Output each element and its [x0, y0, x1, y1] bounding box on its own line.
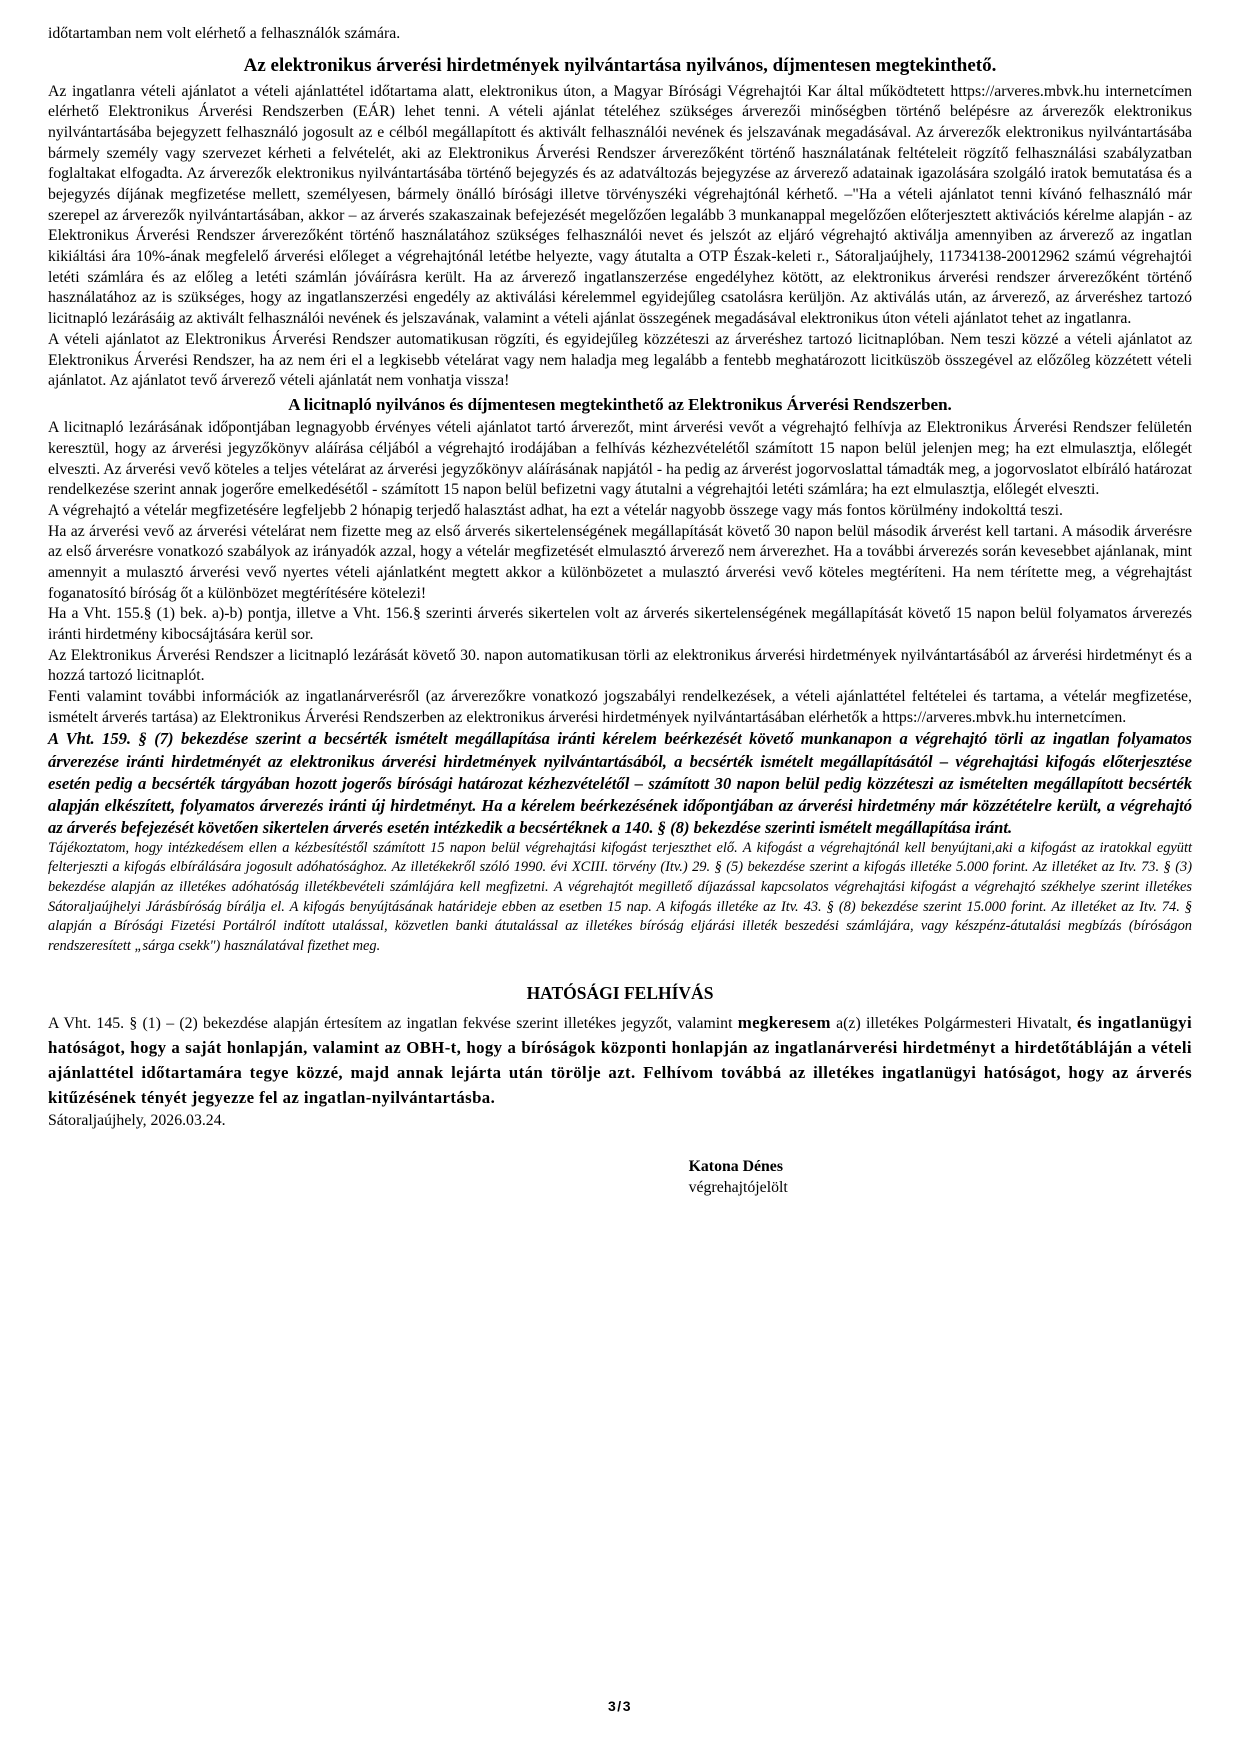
signature-block: [689, 1157, 989, 1198]
authority-call-heading: HATÓSÁGI FELHÍVÁS: [526, 983, 714, 1004]
paragraph-bidding-rules: Az ingatlanra vételi ajánlatot a vételi ajánlattétel időtartama alatt, elektronikus úton, a Magyar Bírósági Végrehajtói Kar által működtetett https://arveres.mbvk.hu internetcímen elérhető Elektronikus Árverési Rendszerben (EÁR) lehet tenni. A vételi ajánlat tételéhez szükséges árverezői minőségben történő belépésre az árverezők elektronikus nyilvántartásába bejegyzett felhasználó jogosult az e célból megállapított és aktivált felhasználói nevének és jelszavának megadásával. Az árverezők elektronikus nyilvántartásába bármely személy vagy szervezet kérheti a felvételét, aki az Elektronikus Árverési Rendszer árverezőként történő használatának feltételeit rögzítő felhasználási szabályzatban foglaltakat elfogadta. Az árverezők elektronikus nyilvántartásába történő bejegyzés és az adatváltozás bejegyzése az árverező adatainak igazolására szolgáló iratok bemutatása és a bejegyzés díjának megfizetése mellett, személyesen, bármely önálló bírósági illetve törvényszéki végrehajtónál kérhető. –"Ha a vételi ajánlatot tenni kívánó felhasználó már szerepel az árverezők nyilvántartásában, akkor – az árverés szakaszainak befejezését megelőzően legalább 3 munkanappal megelőzően előterjesztett aktivációs kérelme alapján - az Elektronikus Árverési Rendszer árverezőként történő használatához szükséges felhasználói nevet és jelszót az eljáró végrehajtó aktiválja amennyiben az árverező az ingatlan kikiáltási ára 10%-ának megfelelő árverési előleget a végrehajtónál letétbe helyezte, vagy átutalta a OTP Észak-keleti r., Sátoraljaújhely, 11734138-20012962 számú végrehajtói letéti számlára és az előleg a letéti számlán jóváírásra került. Ha az árverező ingatlanszerzése engedélyhez kötött, az elektronikus árverési rendszer árverezőként történő használatához az is szükséges, hogy az ingatlanszerzési engedély az aktiválási kérelemmel egyidejűleg csatolásra kerüljön. Az aktiválás után, az árverező, az árveréshez tartozó licitnapló lezárásáig az aktivált felhasználói nevének és jelszavának, valamint a vételi ajánlat összegének megadásával elektronikus úton vételi ajánlatot tehet az ingatlanra.: [48, 82, 1192, 328]
paragraph-bidlog-closing: A licitnapló lezárásának időpontjában legnagyobb érvényes vételi ajánlatot tartó árverezőt, mint árverési vevőt a végrehajtó felhívja az Elektronikus Árverési Rendszer felületén keresztül, hogy az árverési jegyzőkönyv aláírása céljából a végrehajtó irodájában a felhívás kézhezvételétől számított 15 napon belül jelenjen meg; ha ezt elmulasztja, előlegét elveszti. Az árverési vevő köteles a teljes vételárat az árverési jegyzőkönyv aláírásának napjától - ha pedig az árverést jogorvoslattal támadták meg, a jogorvoslatot elbíráló határozat rendelkezése szerint annak jogerőre emelkedésétől - számított 15 napon belül befizetni vagy átutalni a végrehajtói letéti számlára; ha ezt elmulasztja, előlegét elveszti.: [48, 419, 1192, 499]
paragraph-vht-155-156: Ha a Vht. 155.§ (1) bek. a)-b) pontja, illetve a Vht. 156.§ szerinti árverés sikertelen volt az árverés sikertelenségének megállapítását követő 15 napon belül folyamatos árverezés iránti hirdetmény kibocsájtására kerül sor.: [48, 605, 1192, 644]
page-number: 3/3: [608, 1697, 632, 1714]
paragraph-authority-call: A Vht. 145. § (1) – (2) bekezdése alapján értesítem az ingatlan fekvése szerint illetékes jegyzőt, valamint megkeresem a(z) illetékes Polgármesteri Hivatalt, és ingatlanügyi hatóságot, hogy a saját honlapján, valamint az OBH-t, hogy a bíróságok központi honlapján az ingatlanárverési hirdetményt a hirdetőtábláján a vételi ajánlattétel időtartamára tegye közzé, majd annak lejárta után törölje azt. Felhívom továbbá az illetékes ingatlanügyi hatóságot, hogy az árverés kitűzésének tényét jegyezze fel az ingatlan-nyilvántartásba.: [48, 1013, 1193, 1107]
paragraph-automatic-deletion: Az Elektronikus Árverési Rendszer a licitnapló lezárását követő 30. napon automatikusan törli az elektronikus árverési hirdetmények nyilvántartásából az árverési hirdetményt és a hozzá tartozó licitnaplót.: [48, 646, 1192, 685]
bidlog-section-heading: A licitnapló nyilvános és díjmentesen megtekinthető az Elektronikus Árverési Rendszerben.: [288, 394, 952, 414]
continuation-line: időtartamban nem volt elérhető a felhasználók számára.: [48, 25, 401, 42]
paragraph-second-auction: Ha az árverési vevő az árverési vételárat nem fizette meg az első árverés sikertelenségének megállapítását követő 30 napon belül második árverést kell tartani. A második árverésre az első árverésre vonatkozó szabályok az irányadók azzal, hogy a vételár megfizetését elmulasztó árverező nem árverezhet. Ha a további árverezés során kevesebbet ajánlanak, mint amennyit a mulasztó árverési vevő nyertes vételi ajánlatként megtett akkor a különbözetet a mulasztó árverési vevő köteles megtéríteni. Ha nem térítette meg, a végrehajtást foganatosító bíróság őt a különbözet megtérítésére kötelezi!: [48, 522, 1192, 602]
paragraph-payment-deferral: A végrehajtó a vételár megfizetésére legfeljebb 2 hónapig terjedő halasztást adhat, ha ezt a vételár nagyobb összege vagy más fontos körülmény indokolttá teszi.: [48, 501, 1064, 519]
paragraph-auto-record: A vételi ajánlatot az Elektronikus Árverési Rendszer automatikusan rögzíti, és egyidejűleg közzéteszi az árveréshez tartozó licitnaplóban. Nem teszi közzé a vételi ajánlatot az Elektronikus Árverési Rendszer, ha az nem éri el a legkisebb vételárat vagy nem haladja meg legalább a fentebb meghatározott licitküszöb összegével az előzőleg közzétett vételi ajánlatot. Az ajánlatot tevő árverező vételi ajánlatát nem vonhatja vissza!: [48, 330, 1192, 390]
paragraph-further-info: Fenti valamint további információk az ingatlanárverésről (az árverezőkre vonatkozó jogszabályi rendelkezések, a vételi ajánlattétel feltételei és tartama, a vételár megfizetése, ismételt árverés tartása) az Elektronikus Árverési Rendszerben az elektronikus árverési hirdetmények nyilvántartásában elérhetők a https://arveres.mbvk.hu internetcímen.: [48, 688, 1192, 726]
registry-section-heading: Az elektronikus árverési hirdetmények nyilvántartása nyilvános, díjmentesen megtekinthető.: [243, 54, 997, 76]
signer-title: végrehajtójelölt: [688, 1179, 788, 1197]
place-date-line: Sátoraljaújhely, 2026.03.24.: [48, 1111, 226, 1129]
paragraph-vht-159: A Vht. 159. § (7) bekezdése szerint a becsérték ismételt megállapítása iránti kérelem beérkezését követő munkanapon a végrehajtó törli az ingatlan folyamatos árverezése iránti hirdetményét az elektronikus árverési hirdetmények nyilvántartásából, a becsérték ismételt megállapításától – végrehajtási kifogás előterjesztése esetén pedig a becsérték tárgyában hozott jogerős bírósági határozat kézhezvételétől – számított 30 napon belül pedig közzéteszi az ismételten megállapított becsérték alapján elkészített, folyamatos árverezés iránti új hirdetményt. Ha a kérelem beérkezésének időpontjában az árverési hirdetmény már közzétételre került, a végrehajtó az árverés befejezését követően sikertelen árverés esetén intézkedik a becsértéknek a 140. § (8) bekezdése szerinti ismételt megállapítása iránt.: [48, 729, 1192, 837]
paragraph-objection-notice: Tájékoztatom, hogy intézkedésem ellen a kézbesítéstől számított 15 napon belül végrehajtási kifogást terjeszthet elő. A kifogást a végrehajtónál kell benyújtani,aki a kifogást az iratokkal együtt felterjeszti a kifogás elbírálására jogosult adóhatósághoz. Az illetékekről szóló 1990. évi XCIII. törvény (Itv.) 29. § (5) bekezdése szerint a kifogás illetéke 5.000 forint. Az illetéket az Itv. 73. § (3) bekezdése alapján az illetékes adóhatóság illetékbevételi számlájára kell megfizetni. A végrehajtót megillető díjazással kapcsolatos végrehajtási kifogást a végrehajtó székhelye szerint illetékes Sátoraljaújhelyi Járásbíróság bírálja el. A kifogás benyújtásának határideje ebben az esetben 15 nap. A kifogás illetéke az Itv. 43. § (8) bekezdése szerint 15.000 forint. Az illetéket az Itv. 74. § alapján a Bírósági Fizetési Portálról indított utalással, közvetlen banki átutalással az illetékes bíróság eljárási illeték beszedési számlájára, vagy készpénz-átutalási megbízás (bíróságon rendszeresített „sárga csekk") használatával fizethet meg.: [48, 839, 1192, 954]
signer-name: Katona Dénes: [688, 1158, 783, 1176]
